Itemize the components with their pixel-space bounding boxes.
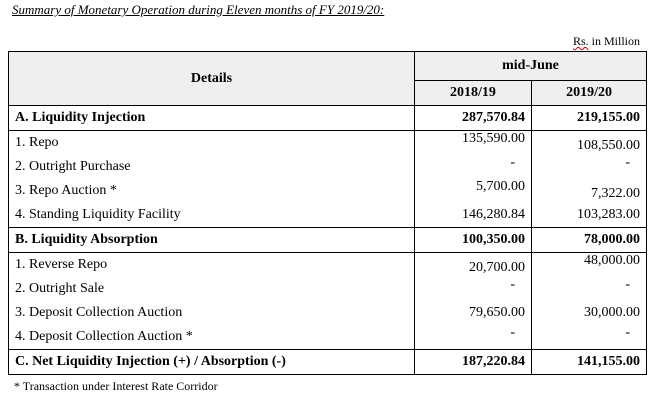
row-value: 146,280.84 <box>415 203 532 228</box>
section-title: A. Liquidity Injection <box>9 106 415 131</box>
row-label: 2. Outright Purchase <box>9 155 415 179</box>
details-header: Details <box>9 52 415 106</box>
row-label: 4. Deposit Collection Auction * <box>9 325 415 350</box>
year-header-2018-19: 2018/19 <box>415 81 532 106</box>
table-row <box>9 277 647 301</box>
row-value: - <box>415 155 532 179</box>
table-row <box>9 131 647 156</box>
net-value: 141,155.00 <box>532 350 647 375</box>
table-row <box>9 155 647 179</box>
unit-suffix: in Million <box>588 34 640 48</box>
mid-june-header: mid-June <box>415 52 647 81</box>
row-value: 108,550.00 <box>532 131 647 156</box>
row-label: 4. Standing Liquidity Facility <box>9 203 415 228</box>
row-label: 3. Deposit Collection Auction <box>9 301 415 325</box>
footnote: * Transaction under Interest Rate Corridor <box>14 379 218 393</box>
table-caption: Summary of Monetary Operation during Eleven months of FY 2019/20: <box>12 2 385 17</box>
row-value: 103,283.00 <box>532 203 647 228</box>
net-value: 187,220.84 <box>415 350 532 375</box>
year-header-2019-20: 2019/20 <box>532 81 647 106</box>
section-row-net-liquidity <box>9 350 647 375</box>
row-value: - <box>415 325 532 350</box>
header-row-1 <box>9 52 647 81</box>
section-total: 287,570.84 <box>415 106 532 131</box>
net-title: C. Net Liquidity Injection (+) / Absorption (-) <box>9 350 415 375</box>
section-total: 219,155.00 <box>532 106 647 131</box>
row-value: 20,700.00 <box>415 253 532 278</box>
row-value: - <box>532 325 647 350</box>
unit-label <box>573 34 640 49</box>
section-total: 100,350.00 <box>415 228 532 253</box>
row-value: 5,700.00 <box>415 179 532 203</box>
row-label: 1. Repo <box>9 131 415 156</box>
table-row <box>9 179 647 203</box>
row-label: 3. Repo Auction * <box>9 179 415 203</box>
monetary-operation-table <box>8 51 647 375</box>
row-value: 7,322.00 <box>532 179 647 203</box>
section-row-liquidity-absorption <box>9 228 647 253</box>
row-value: - <box>532 277 647 301</box>
section-total: 78,000.00 <box>532 228 647 253</box>
row-value: 30,000.00 <box>532 301 647 325</box>
row-value: 135,590.00 <box>415 131 532 156</box>
row-label: 2. Outright Sale <box>9 277 415 301</box>
table-row <box>9 301 647 325</box>
row-value: - <box>415 277 532 301</box>
section-row-liquidity-injection <box>9 106 647 131</box>
table-row <box>9 325 647 350</box>
table-row <box>9 203 647 228</box>
row-value: 79,650.00 <box>415 301 532 325</box>
row-value: - <box>532 155 647 179</box>
unit-prefix: Rs. <box>572 34 589 48</box>
row-value: 48,000.00 <box>532 253 647 278</box>
row-label: 1. Reverse Repo <box>9 253 415 278</box>
section-title: B. Liquidity Absorption <box>9 228 415 253</box>
table-row <box>9 253 647 278</box>
